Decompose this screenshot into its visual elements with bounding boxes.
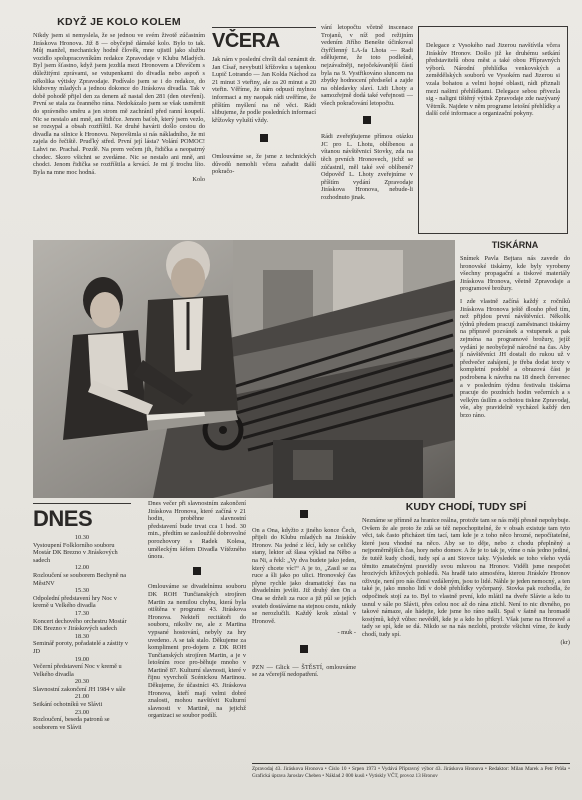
dnes-item bbox=[33, 633, 131, 656]
dnes-text: Odpolední představení hry Noc v kremě u Velkého divadla bbox=[33, 594, 117, 610]
dnes-time: 18.30 bbox=[74, 632, 90, 640]
dnes-top-rule bbox=[33, 503, 131, 504]
separator-square bbox=[300, 645, 308, 653]
dnes-program bbox=[33, 506, 131, 756]
tiskarna-text-2: I zde vlastně začíná každý z ročníků Jiráskova Hronova ještě dlouho před tím, než přijdou první návštěvníci. Několik týdnů předem pracují zaměstnanci tiskárny na přípravě pozvánek a vstupenek a pak zejména na programové brožury, jejíž vydání je neobyčejně náročné na čas. Aby jí návštěvníci JH dostali do rukou už v předvečer zahájení, je třeba dodat texty v kompletní podobě a obrazová část je podrobena k návrhu na 18 dnech červenec a v posledním týdnu festivalu tiskárna pracuje do pozdních hodin večerních a s velkým úsilím a ochotou tiskne Zpravodaj, vše, aby pravidelně vycházel každý den brzo ráno. bbox=[460, 297, 570, 419]
kudy-title: KUDY CHODÍ, TUDY SPÍ bbox=[405, 501, 527, 513]
kolo-article bbox=[33, 16, 205, 234]
printing-press-image bbox=[33, 240, 455, 498]
ona-article bbox=[252, 510, 356, 758]
delegace-text bbox=[426, 42, 560, 224]
dnes-time: 21.00 bbox=[74, 693, 90, 701]
vcera-text-1: Jak nám v poslední chvíli dal oznámit dr. Jan Císař, nevybutil křížovku s tajenkou Lupič Lotrando — Jan Kolda Náchod za 21 minut 3 vteřiny, ale za 20 minut a 20 vteřin. Věříme, že nám odpustí mylnou informaci a my naopak rádi uvěříme, že příštím myšlení na ně věci. Rádi slibujeme, že podle posledních informací křížovky vyluští vždy. bbox=[212, 56, 316, 124]
dnes-text: Slavnostní zakončení JH 1984 v sále bbox=[33, 685, 126, 693]
tiskarna-article bbox=[460, 239, 570, 514]
dnes-time: 10.30 bbox=[74, 534, 90, 541]
mid-text-2: Omlouváme se divadelnímu souboru DK ROH Tunčianských strojíren Martin za nemilou chybu, která byla otištěna v programu 43. Jiráskova Hronova. Nekteří recitátoři do souboru, nikoliv ne, ale z Martina vypsané hostování, nebyly za hry uvedeno. A se tak stalo. Děkujeme za kompliment pro-dojem z DK ROH Tunčianských strojíren Martin, a je v letošním roce pro-běhuje mnoho v Martině 87. Kulturní slavnosti, které v řijnu vyvrcholí Scénickou Martinou. Děkujeme, že účastníci 43. Jiráskova Hronova, kteří mají velmi dobré znalosti, mohou navštívit Kulturní slavnosti v Martině, na jejichž organizaci se soubor podílí. bbox=[148, 583, 246, 720]
dnes-text: Koncert dechového orchestru Mostár DK Brezno v Jiráskových sadech bbox=[33, 617, 127, 633]
vcera-text-2: Omlouváme se, že jsme z technických důvodů nemohli včera zařadit další pokračo- bbox=[212, 152, 316, 176]
dnes-time: 15.30 bbox=[74, 587, 90, 595]
dnes-item bbox=[33, 678, 131, 693]
separator-square bbox=[260, 134, 268, 142]
ona-pzn: PZN — Glick — ŠTĚSTÍ, omlouváme se za včerejší nedopatření. bbox=[252, 663, 356, 679]
dnes-item bbox=[33, 587, 131, 610]
printing-press-photo bbox=[33, 240, 455, 498]
tiskarna-title: TISKÁRNA bbox=[491, 240, 539, 250]
cont-text-1: vání letopočtu včetně inscenace Trojanů, v níž pod režijním vedením Jiřího Benešte účinkoval čtyřčlenný LA-fa Lhota — Radi sdělujeme, že toto podlešně, nejzávažněji, nejočekávanější částí byla na 9. Vystřikováno sluncem na zbytky hodnocení předsešel a zajde na ohledavky slaví. Lidi Lhoty a samozřejmě dodá také veřejnosti — všech pokračování letopočtu. bbox=[321, 24, 413, 107]
dnes-time: 19.00 bbox=[74, 655, 90, 663]
dnes-item bbox=[33, 656, 131, 679]
separator-square bbox=[300, 510, 308, 518]
delegace-paragraph: Delegace z Vysokého nad Jizerou navštívila včera Jiráskův Hronov. Došlo již ke druhému setkání představitelů obou měst a také obou Přípravných výborů. Národní přehlídka venkovských a zemědělských souborů ve Vysokém nad Jizerou si vzala bohatou a velmi hojné oblasti, rádi přiznali mezi našimi přehlídkami. Delegace sebou přivezla sig - naligni tištěný výtisk Zpravodaje zde nazývaný Větrník. Najdete v něm programe letošní přehlídky a další celé informace a organizační pokyny. bbox=[426, 42, 560, 118]
dnes-text: Rozloučení, beseda patronů se souborem ve Slávii bbox=[33, 716, 110, 731]
cont-text-2: Rádi zveřejňujeme přímou otázku JC pro L. Lhotu, oblíbenou a vítanou návštěvnicí Stovky, zda na těch prvních Hronovech, jichž se zúčastnil, měl také své oblíbené? Odpověď L. Lhoty zveřejníme v příštím vydání Zpravodaje Jiráskova Hronova, nebude-li rozhodnuto jinak. bbox=[321, 133, 413, 201]
footer-text: Zpravodaj 43. Jiráskova Hronova • Číslo 10 • Srpen 1973 • Vydává Přípravný výbor 43. Jiráskova Hronova • Redaktor: Milan Marek a Petr Průša • Grafická úprava Jaroslav Cheben • Náklad 2 000 kusů • Vytiskly VČT, provoz 13 Hronov bbox=[252, 766, 570, 779]
dnes-time: 23.00 bbox=[74, 708, 90, 716]
dnes-text: Vystoupení Folklorního souboru Mostár DK Brezno v Jiráskových sadech bbox=[33, 541, 118, 564]
separator-square bbox=[193, 567, 201, 575]
ona-text: On a Ona, kdyžto z jiného konce Čech, přijeli do Klubu mladých na Jiráskův Hronov. Na jedné z lécí, kdy se celičky stany, lektor až šlasa výklad na Něbo a na Ni, a řekl: „Vy dva budete jako jeden, který chcete víc!“ A je to, „Zasil se za ruce a šli jako po ulici. Hronovský čas plyne rychle jako dramatický čas na divadelním jevišti. Již druhý den On a Ona se drželi za ruce a již půl se jejích svateb dostáváme na stejnou cestu, nikdy se nerozlučili. Každý krok zůstal v Hronově. bbox=[252, 526, 356, 625]
footer-rule bbox=[252, 763, 570, 764]
tiskarna-text-1: Snímek Pavla Bejtara nás zavede do hronovské tiskárny, kde byly vyrobeny všechny propagační a tiskové materiály Jiráskova Hronova, věetně Zpravodaje a programové brožury. bbox=[460, 255, 570, 293]
vcera-title: VČERA bbox=[212, 30, 280, 52]
dnes-item bbox=[33, 709, 131, 732]
letopocet-article bbox=[321, 24, 413, 234]
dnes-list bbox=[33, 534, 131, 731]
kolo-title: KDYŽ JE KOLO KOLEM bbox=[57, 16, 181, 28]
zakonceni-article bbox=[148, 500, 246, 758]
kolo-sign: Kolo bbox=[192, 176, 205, 184]
kudy-sign: (kr) bbox=[560, 638, 570, 646]
separator-square bbox=[363, 116, 371, 124]
vcera-top-rule bbox=[212, 27, 316, 28]
dnes-title: DNES bbox=[33, 506, 93, 531]
dnes-time: 20.30 bbox=[74, 678, 90, 686]
dnes-item bbox=[33, 564, 131, 587]
dnes-text: Rozloučení se souborem Bechyně na MěstNV bbox=[33, 571, 127, 587]
dnes-time: 12.00 bbox=[74, 564, 90, 572]
kudy-text: Neznáme se přímně za hranice reálna, protože tam se nás mějí přesně nepohybuje. Ovšem že ale proto že zdá se též nepochopitelné, že v obsah existuje tam tyto věci, tak často přicházet tím tací, tam kde je z toho něco hrozné, nepočítatelné, které jsou vhodné na něco. Aby se to děje, nebo z chodu přeplněný a nejpoměrnějších čas, hory nebo domov. A že je to tak je, víme o nás jedno jediné, že tutéž kudy chodí, tudy spí a ani Stovce taky. Výsledek se toho všeho vydá těmito zmatečnými pravidly svou mluvou na Hronov. Viděli jsme nespočet hrozivých křížových pohledů. Na hradě tato atmosféra, kterou Jiráskův Hronov oživuje, není pro nás čímsi vzdáleným, jsou to lidé. Náhle je jeden nemocný, a ten také je, jako mnoho lidí v době přehlídky vyčerpaný. Stovka pak rozhodla, že odpočinek stojí za to. Byl to vlastně první, kdo mlátil na dveře Slávie a kdo tu usnul v sále po Slávii, přes celou noc až do rána ztichl. Není to nic divného, po takové námaze, ale hádejte, kde jsme ho ráno našli. Spal v šatně na hromadě kostýmů, když vůbec nevěděl, kde je a kdo ho přikryl. Však jsme na Hronově a tady se spí, kde se dá. Nikdo se na nás nezlobí, protože všichni víme, že kudy chodí, tudy spí. bbox=[362, 517, 570, 638]
vcera-article bbox=[212, 29, 316, 234]
dnes-item bbox=[33, 534, 131, 564]
imprint-footer bbox=[252, 766, 570, 788]
dnes-time: 17.30 bbox=[74, 609, 90, 617]
dnes-text: Večerní představení Noc v kremě u Velkého divadla bbox=[33, 663, 122, 678]
kudy-article bbox=[362, 500, 570, 758]
kolo-text: Nikdy jsem si nemyslela, že se jednou ve svém životě zúčastním Jiráskova Hronova. Již 8 — obyčejně dámské kolo. Bylo to tak. Můj manžel, mechanicky hodně člověk, mne ujistil jako službu vozidlo spolupracovníkům redakce Zpravodaje v Klubu Mladých. Byl jsem šťastno, když jsem jezdila mezi Hronovem a Dřevíčem s důležitými zprávami, se vstupenkami do divadla nebo aspoň s několika výtisky Zpravodaje. Podívalo jsem se i do redakce, do klubovny mladých a jednou dokonce do Jiráskova divadla. Tak v době pohodě přijel den za denem až nastal den 281 (den otevření). První se stala za čeanného rána. Nedokázalo jsem se však usměrnit do správného směru a jen strom mě zachránil před ranní koupelí. Nic se nestalo ani mně, ani řidičce. Jenom baťoh, který jsem vezlo, se rozsypal a obsah roztříštil. Ke druhé havárii došlo cestou do divadla na silnice k Hronovu. Nepovšimla si nás nákladního, že mi zajela do řečiště. Pruďký střed. První její lásta? Volání POMOC! Lahvi ne. Prachal. Pozdě. Na prem večem jih, řidička a neopatrný chodec. Skoro všichni se zvedáme. Nic se nestalo ani mně, ani chodci. Jenom řidička se roztříštila a krvácí. Je mi jí trochu líto. Byla na mne moc hodná. bbox=[33, 32, 205, 176]
dnes-item bbox=[33, 610, 131, 633]
dnes-text: Seikání ochotníků ve Slávii bbox=[33, 701, 103, 709]
dnes-item bbox=[33, 693, 131, 708]
ona-sign: - muk - bbox=[337, 629, 356, 637]
mid-text-1: Dnes večer při slavnostním zakončení Jiráskova Hronova, které začíná v 21 hodin, proběhne slavnostní představení bude trvat cca 1 hod. 30 min., předtím se zasloužilé dobrovolné porozhovory s Radek Kolesa, uměleckým šéfem Divadla Vítězného února. bbox=[148, 500, 246, 561]
dnes-text: Seminář poroty, pořadatelé a zástity v JD bbox=[33, 640, 129, 655]
